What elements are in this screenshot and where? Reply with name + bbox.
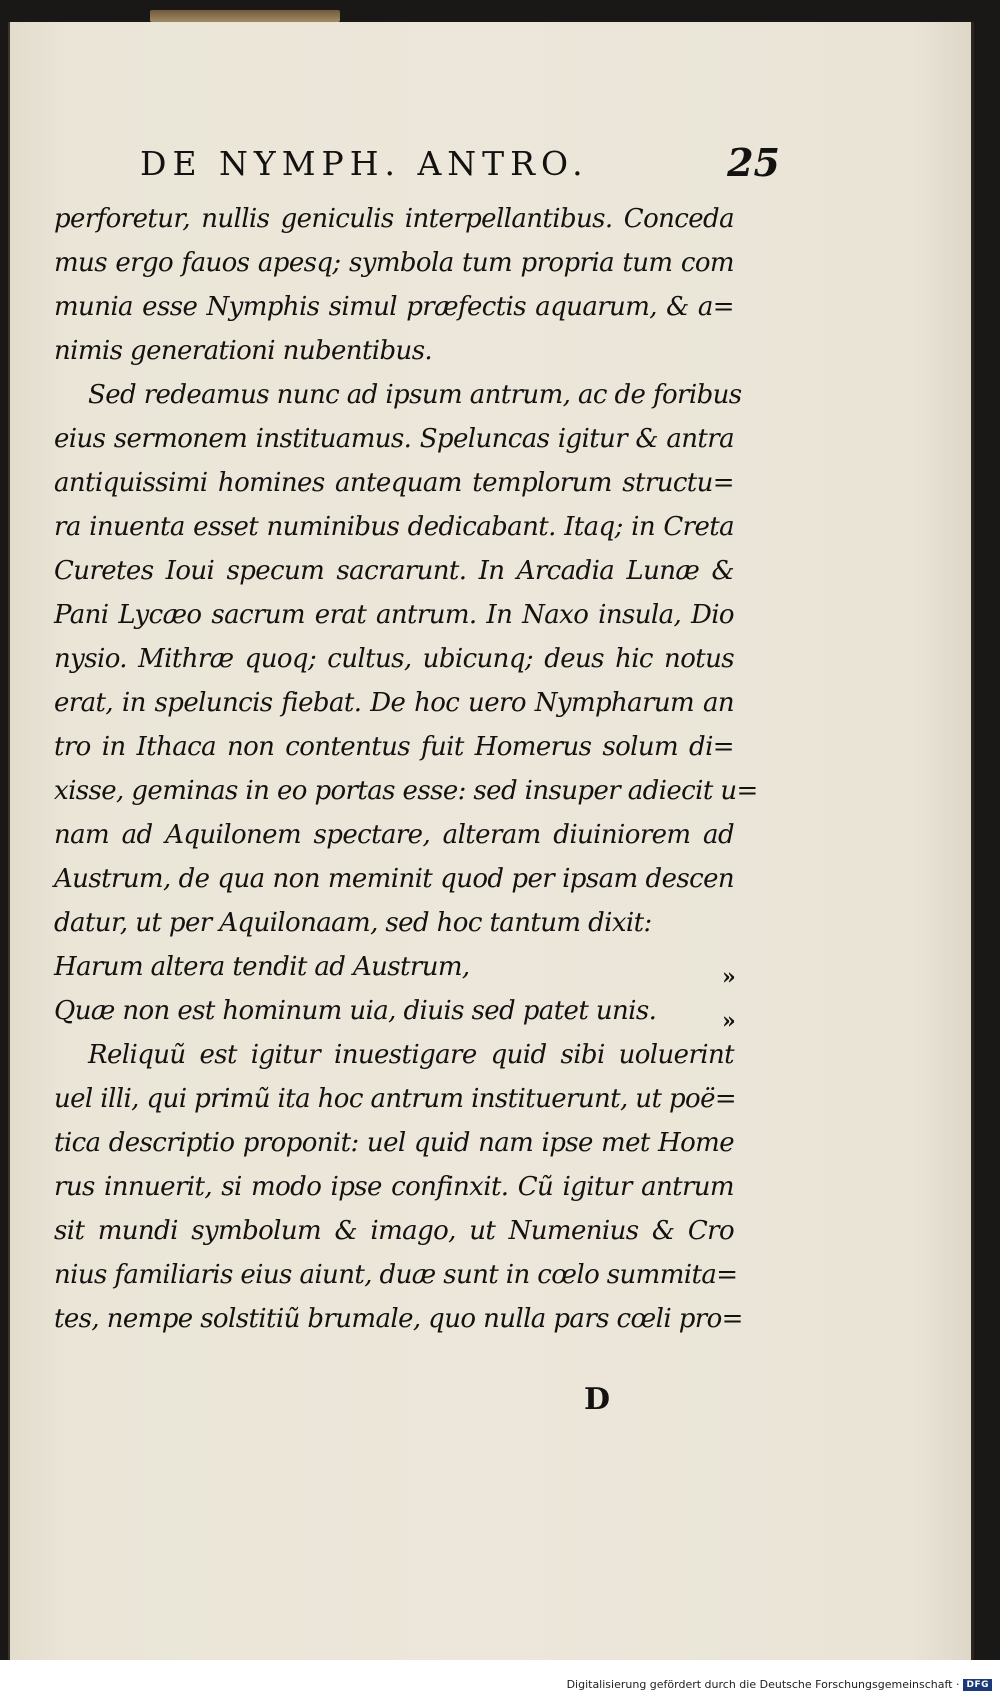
running-head (140, 140, 780, 190)
text-line: erat, in speluncis fiebat. De hoc uero Nympharum an (54, 688, 734, 718)
text-line: datur, ut per Aquilonaam, sed hoc tantum dixit: (54, 908, 652, 938)
text-line: xisse, geminas in eo portas esse: sed insuper adiecit u= (54, 776, 758, 806)
signature-mark: D (584, 1382, 611, 1417)
page-number: 25 (727, 140, 780, 185)
text-line: munia esse Nymphis simul præfectis aquarum, & a= (54, 292, 734, 322)
verse-line: Quæ non est hominum uia, diuis sed patet unis. (54, 996, 657, 1026)
text-line: Austrum, de qua non meminit quod per ipsam descen (54, 864, 734, 894)
text-line: nam ad Aquilonem spectare, alteram diuiniorem ad (54, 820, 734, 850)
marginal-quote-mark: » (722, 964, 736, 990)
text-line: antiquissimi homines antequam templorum structu= (54, 468, 734, 498)
text-line: mus ergo fauos apesq; symbola tum propria tum com (54, 248, 734, 278)
book-page (8, 22, 974, 1660)
text-line: Curetes Ioui specum sacrarunt. In Arcadia Lunæ & (54, 556, 734, 586)
text-line: Pani Lycæo sacrum erat antrum. In Naxo insula, Dio (54, 600, 734, 630)
text-line: nius familiaris eius aiunt, duæ sunt in cœlo summita= (54, 1260, 738, 1290)
text-line: uel illi, qui primũ ita hoc antrum instituerunt, ut poë= (54, 1084, 737, 1114)
text-line: sit mundi symbolum & imago, ut Numenius & Cro (54, 1216, 734, 1246)
running-title: DE NYMPH. ANTRO. (140, 144, 589, 183)
marginal-quote-mark: » (722, 1008, 736, 1034)
text-line: rus innuerit, si modo ipse confinxit. Cũ igitur antrum (54, 1172, 734, 1202)
text-line: eius sermonem instituamus. Speluncas igitur & antra (54, 424, 734, 454)
credit-text: Digitalisierung gefördert durch die Deutsche Forschungsgemeinschaft · (566, 1678, 960, 1691)
dfg-logo: DFG (963, 1679, 992, 1691)
text-line: nimis generationi nubentibus. (54, 336, 433, 366)
page-edge-stain (150, 10, 340, 22)
text-line: perforetur, nullis geniculis interpellantibus. Conceda (54, 204, 734, 234)
text-line-paragraph-start: Sed redeamus nunc ad ipsum antrum, ac de foribus (88, 380, 742, 410)
text-line: tro in Ithaca non contentus fuit Homerus solum di= (54, 732, 734, 762)
text-line: tica descriptio proponit: uel quid nam ipse met Home (54, 1128, 734, 1158)
text-line: tes, nempe solstitiũ brumale, quo nulla pars cœli pro= (54, 1304, 743, 1334)
digitization-credit (567, 1678, 992, 1691)
text-line-paragraph-start: Reliquũ est igitur inuestigare quid sibi uoluerint (88, 1040, 734, 1070)
text-line: nysio. Mithræ quoq; cultus, ubicunq; deus hic notus (54, 644, 734, 674)
verse-line: Harum altera tendit ad Austrum, (54, 952, 470, 982)
text-line: ra inuenta esset numinibus dedicabant. Itaq; in Creta (54, 512, 734, 542)
